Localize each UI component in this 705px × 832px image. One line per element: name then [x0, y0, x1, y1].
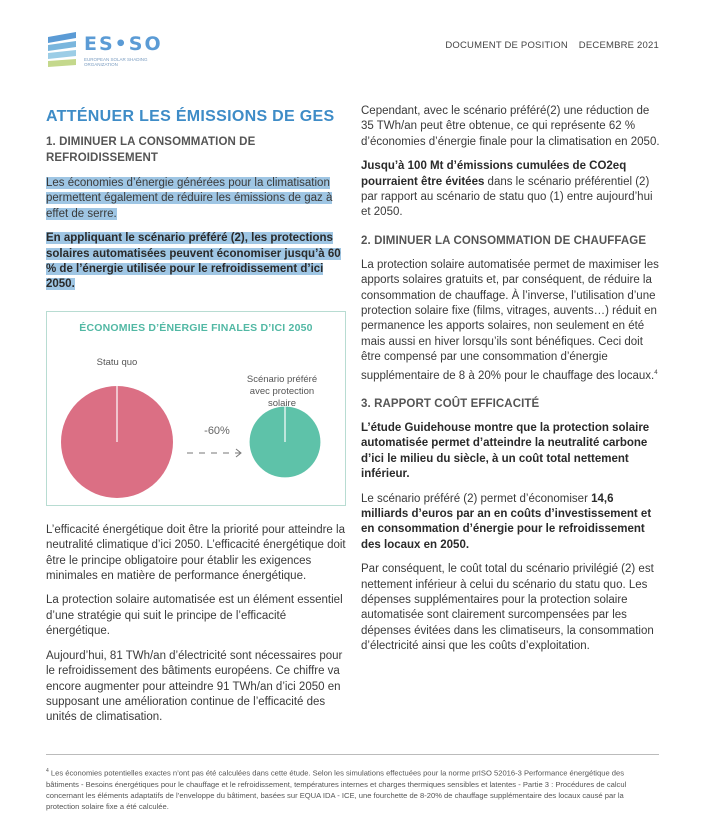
- right-paragraph-1: Cependant, avec le scénario préféré(2) une réduction de 35 TWh/an peut être obtenue, ce qui représente 62 % d’économies d’énergie finale pour la climatisation en 2050.: [361, 105, 660, 148]
- document-header: [445, 40, 659, 51]
- page-title: ATTÉNUER LES ÉMISSIONS DE GES: [46, 108, 335, 125]
- footnote: $^4$ Les économies potentielles exactes n’ont pas été calculées dans cette étude. Selon les simulations effectuées pour la norme prISO 52016-3 Performance énergétique des bâtiments - Besoins énergétiques pour le chauffage et le refroidissement, températures internes et charges thermiques sensibles et latentes - Partie 3 : Procédures de calcul concernant les éléments adaptatifs de l’enveloppe du bâtiment, basées sur EQUA IDA - ICE, une fourchette de 8-20% de chauffage supplémentaire des locaux causé par la protection solaire fixe a été calculée.: [46, 768, 627, 811]
- highlight-paragraph-2: En appliquant le scénario préféré (2), les protections solaires automatisées peuvent économiser jusqu’à 60 % de l’énergie utilisée pour le refroidissement d’ici 2050.: [46, 232, 341, 291]
- right-paragraph-5: Le scénario préféré (2) permet d’économiser 14,6 milliards d’euros par an en coûts d’investissement et en consommation d’énergie pour le refroidissement des locaux en 2050.: [361, 492, 652, 551]
- highlight-paragraph-1: Les économies d’énergie générées pour la climatisation permettent également de réduire les émissions de gaz à effet de serre.: [46, 177, 333, 220]
- chart-change-label: -60%: [204, 424, 230, 437]
- section-2-title: 2. DIMINUER LA CONSOMMATION DE CHAUFFAGE: [361, 234, 647, 247]
- chart-label-statu-quo: Statu quo: [96, 356, 138, 368]
- chart-label-scenario: Scénario préféré avec protection solaire: [246, 373, 318, 409]
- left-paragraph-3: Aujourd’hui, 81 TWh/an d’électricité sont nécessaires pour le refroidissement des bâtiments européens. Ce chiffre va encore augmenter pour atteindre 91 TWh/an d’ici 2050 en supposant une amélioration continue de l’efficacité des unités de climatisation.: [46, 649, 343, 724]
- right-paragraph-4: L’étude Guidehouse montre que la protection solaire automatisée permet d’atteindre la neutralité carbone d’ici le milieu du siècle, à un coût total nettement inférieur.: [361, 421, 650, 481]
- footnote-ref: 4: [654, 369, 658, 376]
- right-paragraph-2: Jusqu’à 100 Mt d’émissions cumulées de CO2eq pourraient être évitées dans le scénario préférentiel (2) par rapport au scénario de statu quo (1) entre aujourd’hui et 2050.: [361, 160, 653, 219]
- chart-title: ÉCONOMIES D’ÉNERGIE FINALES D’ICI 2050: [79, 321, 313, 334]
- right-paragraph-3: La protection solaire automatisée permet de maximiser les apports solaires gratuits et, par conséquent, de réduire la consommation de chauffage. À l’inverse, l’utilisation d’une protection solaire fixe (films, vitrages, auvents…) réduit en permanence les apports solaires, non seulement en été mais aussi en hiver lorsqu’ils sont bénéfiques. Ceci doit être compensé par une consommation d’énergie supplémentaire de 8 à 20% pour le chauffage des locaux.$^4$: [361, 258, 659, 382]
- left-paragraph-2: La protection solaire automatisée est un élément essentiel d’une stratégie qui suit le principe de l’efficacité énergétique.: [46, 594, 343, 638]
- section-3-title: 3. RAPPORT COÛT EFFICACITÉ: [361, 397, 540, 410]
- footnote-divider: [46, 754, 659, 755]
- document-date: DECEMBRE 2021: [578, 40, 659, 51]
- logo-subtitle: EUROPEAN SOLAR SHADING ORGANIZATION: [84, 57, 148, 67]
- esso-logo: [46, 31, 186, 69]
- logo-text: ES•SO: [84, 33, 163, 55]
- logo-mark-icon: [46, 31, 80, 69]
- right-column: [361, 104, 661, 655]
- energy-savings-chart: [46, 311, 346, 506]
- document-type: DOCUMENT DE POSITION: [445, 40, 568, 51]
- left-paragraph-1: L’efficacité énergétique doit être la priorité pour atteindre la neutralité climatique d’ici 2050. L’efficacité énergétique doit être le principe obligatoire pour établir les exigences minimales en matière de performance énergétique.: [46, 523, 346, 583]
- right-paragraph-6: Par conséquent, le coût total du scénario privilégié (2) est nettement inférieur à celui du scénario du statu quo. Les dépenses supplémentaires pour la protection solaire automatisée sont clairement surcompensées par les dépenses évitées dans les climatiseurs, la consommation d’électricité ainsi que les coûts d’exploitation.: [361, 563, 654, 653]
- section-1-title: 1. DIMINUER LA CONSOMMATION DE REFROIDISSEMENT: [46, 136, 256, 164]
- left-column: [46, 108, 346, 726]
